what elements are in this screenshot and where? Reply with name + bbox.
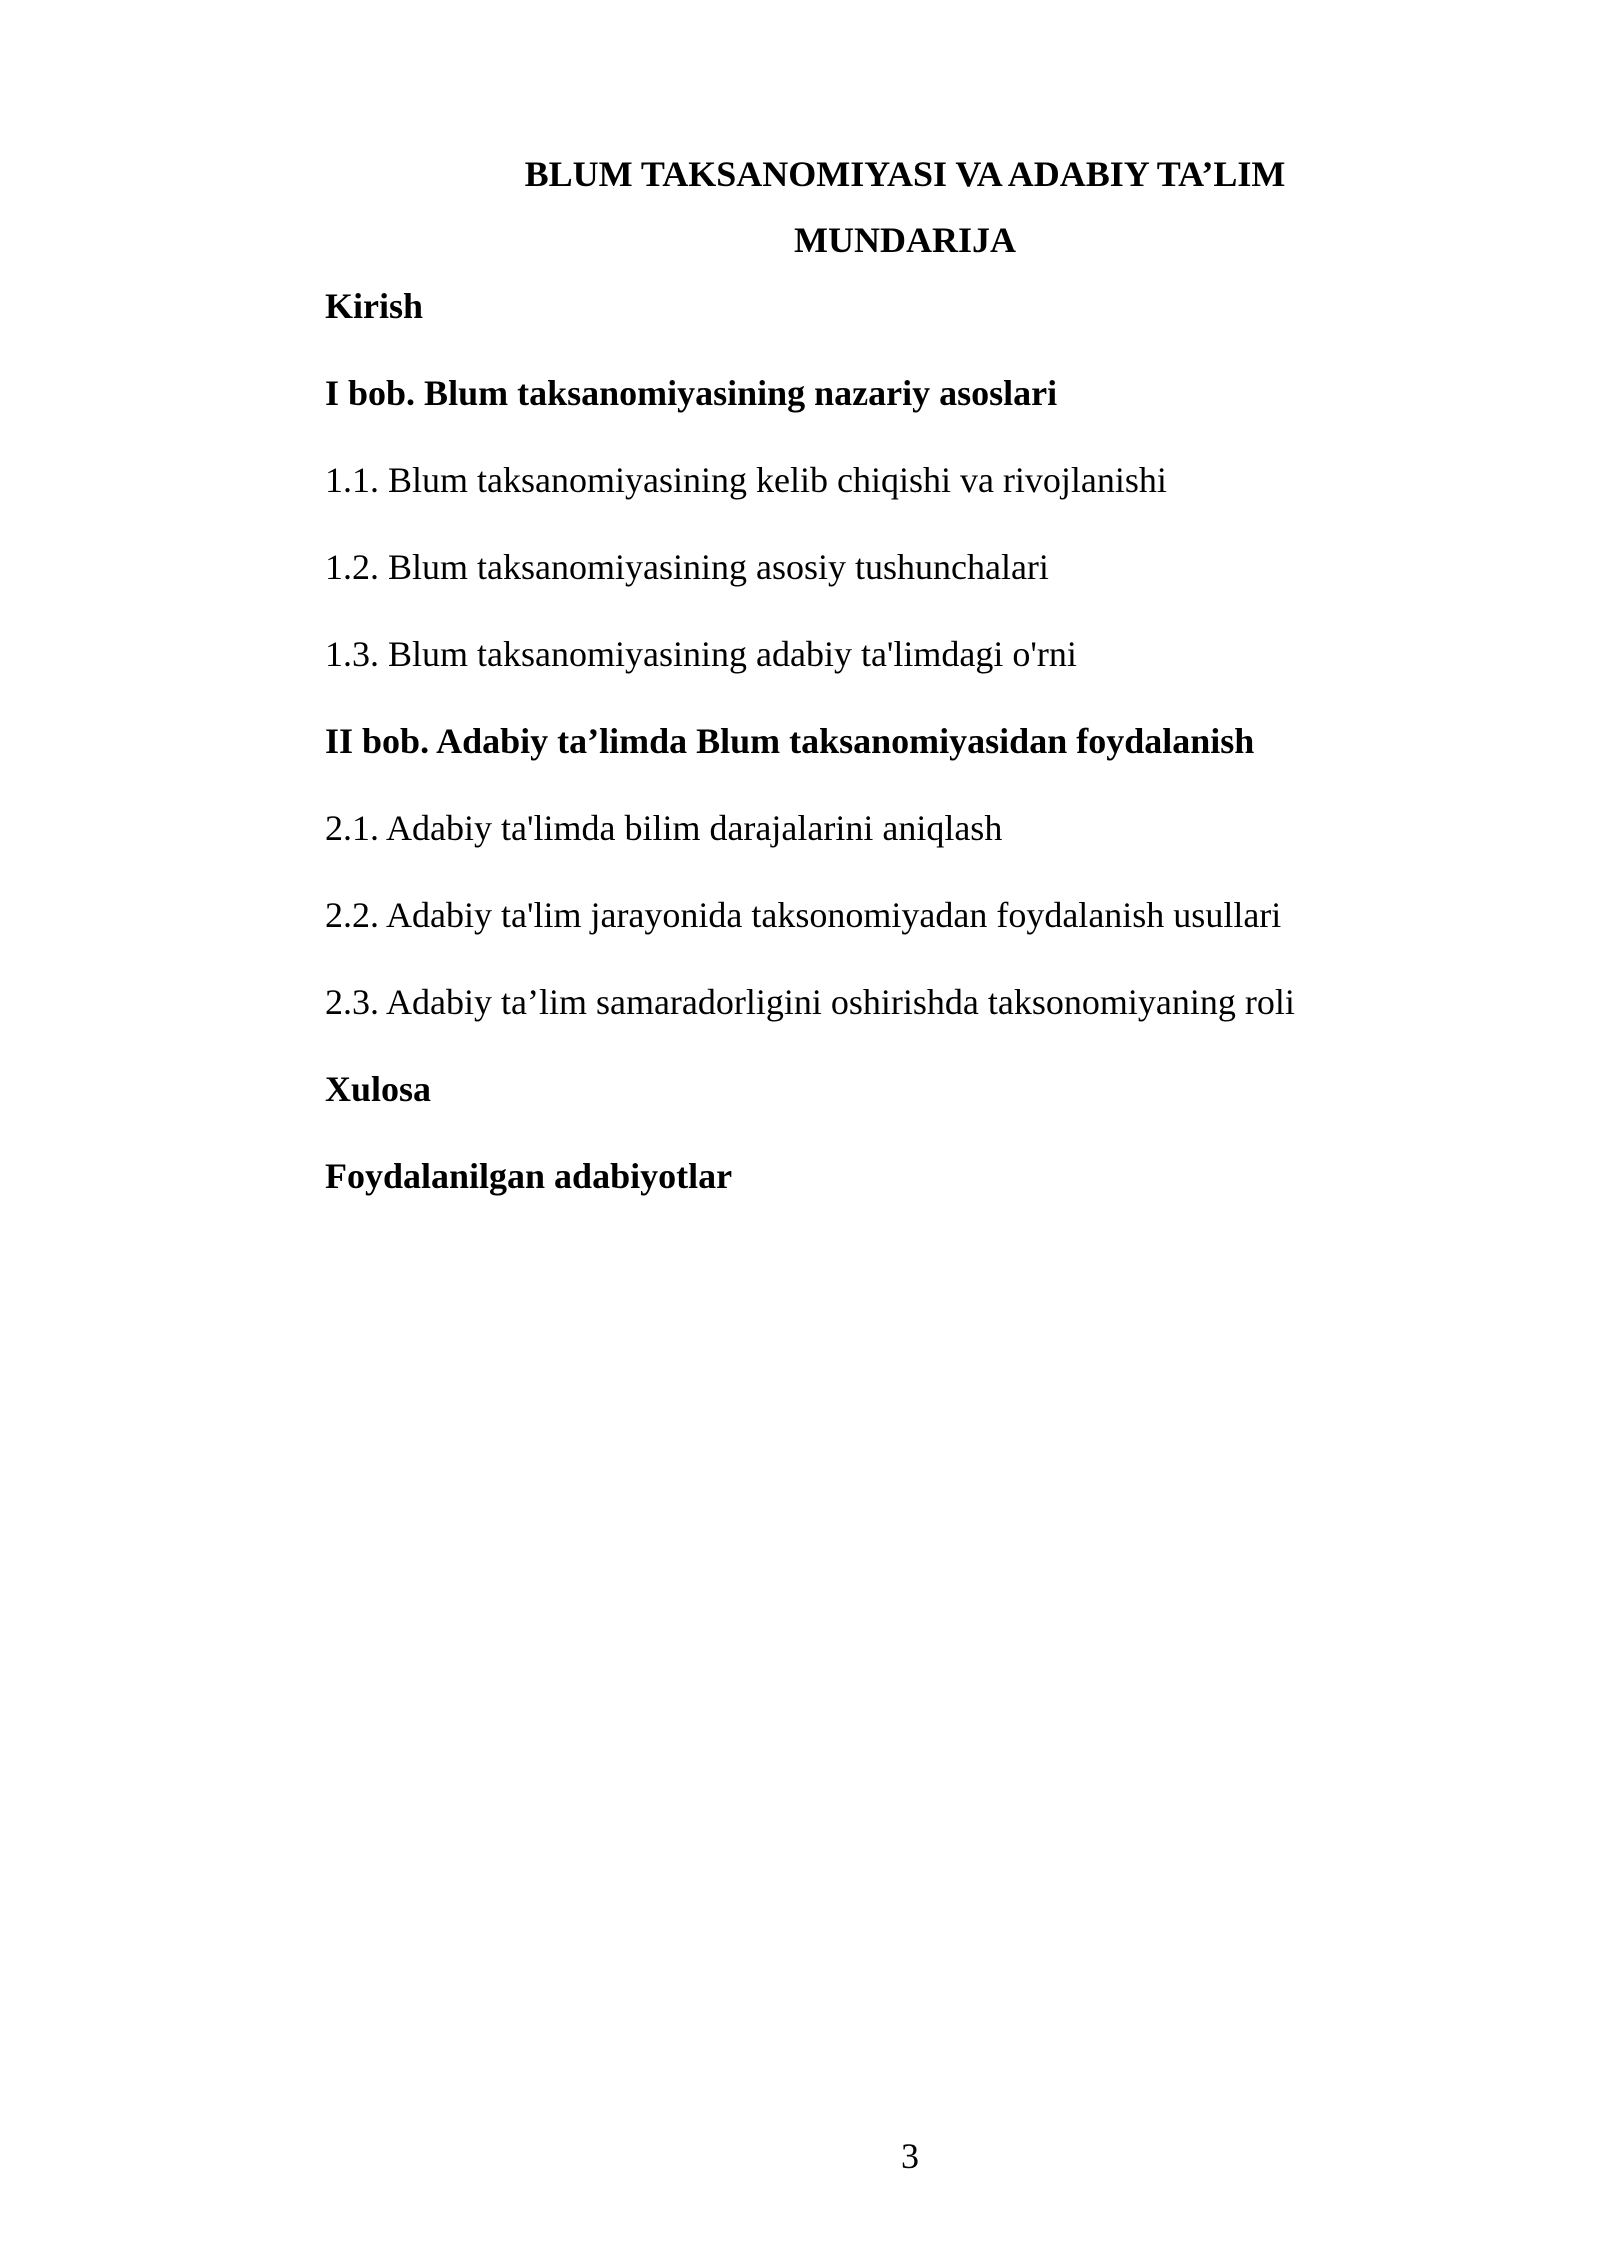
toc-entry: Foydalanilgan adabiyotlar bbox=[325, 1156, 733, 1196]
toc-entry: 2.3. Adabiy ta’lim samaradorligini oshirishda taksonomiyaning roli bbox=[325, 982, 1295, 1022]
toc-entry: Kirish bbox=[325, 286, 424, 326]
toc-entry: II bob. Adabiy ta’limda Blum taksanomiyasidan foydalanish bbox=[325, 721, 1255, 761]
toc-entry: 2.1. Adabiy ta'limda bilim darajalarini aniqlash bbox=[325, 808, 1003, 848]
contents-heading: MUNDARIJA bbox=[794, 220, 1016, 260]
toc-entry: 2.2. Adabiy ta'lim jarayonida taksonomiyadan foydalanish usullari bbox=[325, 895, 1282, 935]
table-of-contents bbox=[325, 284, 1425, 1241]
toc-entry: I bob. Blum taksanomiyasining nazariy asoslari bbox=[325, 373, 1058, 413]
page-number: 3 bbox=[901, 2136, 919, 2176]
toc-entry: 1.2. Blum taksanomiyasining asosiy tushunchalari bbox=[325, 547, 1049, 587]
document-title: BLUM TAKSANOMIYASI VA ADABIY TA’LIM bbox=[524, 154, 1286, 194]
toc-entry: 1.3. Blum taksanomiyasining adabiy ta'limdagi o'rni bbox=[325, 634, 1077, 674]
toc-entry: Xulosa bbox=[325, 1069, 432, 1109]
toc-entry: 1.1. Blum taksanomiyasining kelib chiqishi va rivojlanishi bbox=[325, 460, 1167, 500]
